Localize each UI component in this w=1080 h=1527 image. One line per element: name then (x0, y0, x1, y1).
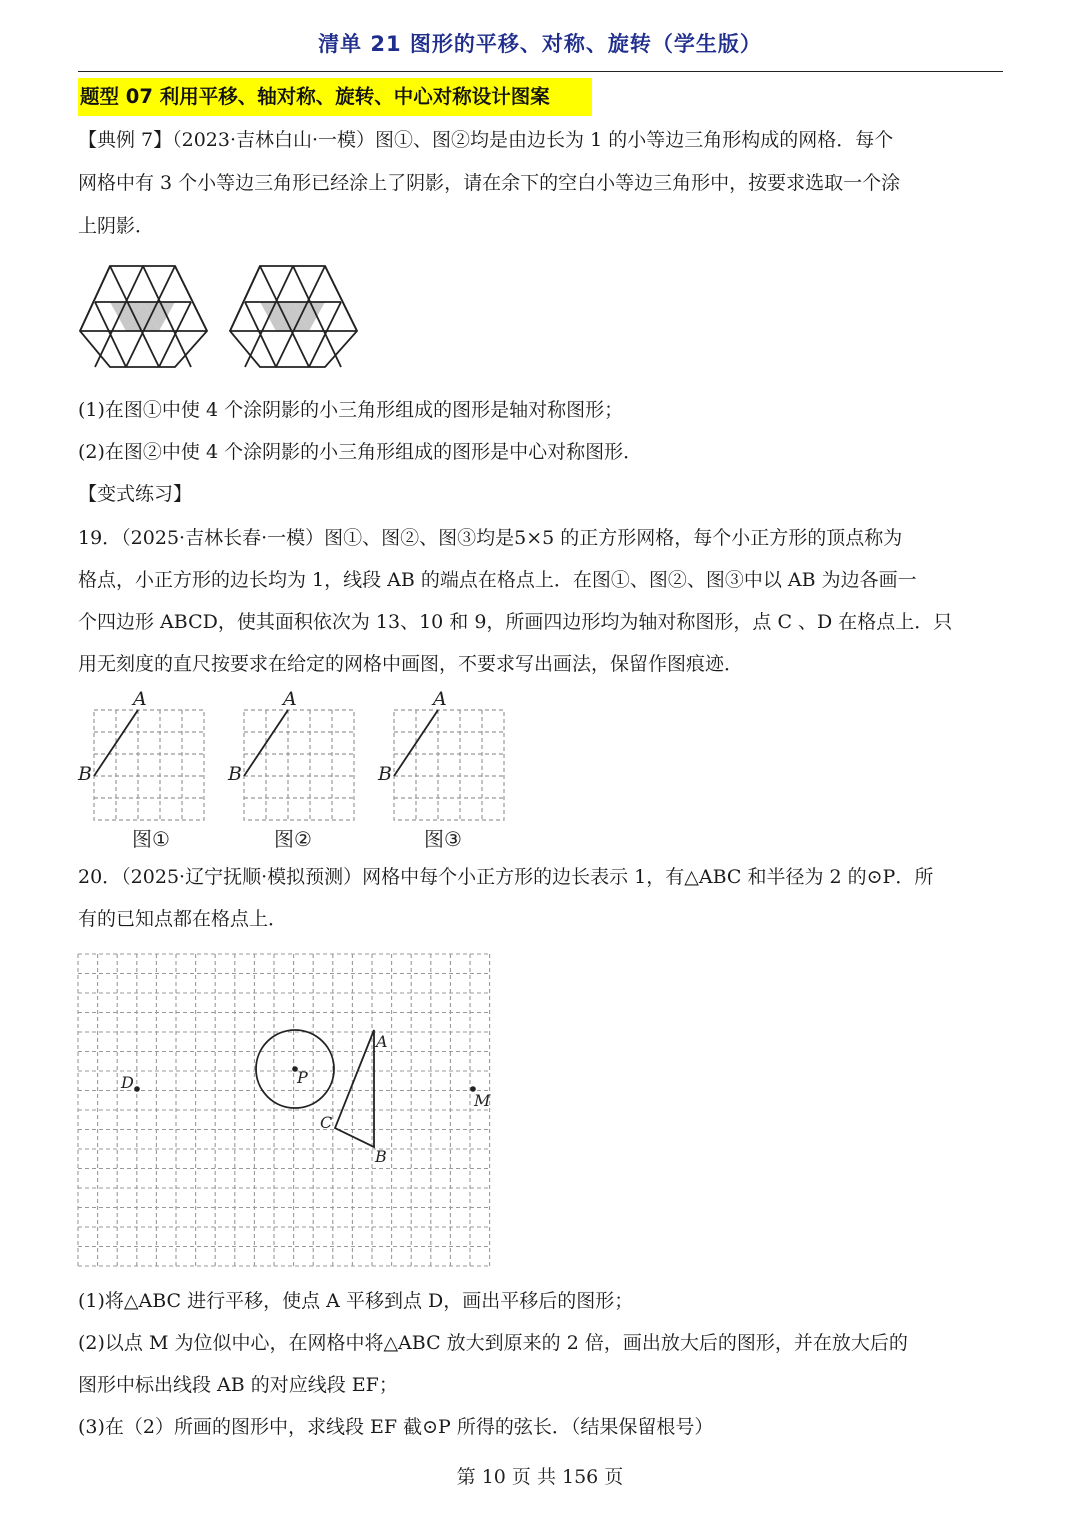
point-d (134, 1086, 140, 1092)
problem19-line4: 用无刻度的直尺按要求在给定的网格中画图，不要求写出画法，保留作图痕迹． (78, 653, 744, 675)
square-grid-figure-1 (78, 688, 213, 853)
example7-question-1: (1)在图①中使 4 个涂阴影的小三角形组成的图形是轴对称图形； (78, 399, 624, 421)
label-b: B (378, 763, 392, 785)
problem19-line1: 19．（2025·吉林长春·一模）图①、图②、图③均是5×5 的正方形网格，每个小正方形的顶点称为 (78, 527, 903, 549)
label-a: A (133, 688, 147, 710)
problem20-line1: 20．（2025·辽宁抚顺·模拟预测）网格中每个小正方形的边长表示 1，有△ABC 和半径为 2 的⊙P．所 (78, 866, 934, 888)
label-d: D (121, 1073, 134, 1092)
problem20-question-2-line1: (2)以点 M 为位似中心，在网格中将△ABC 放大到原来的 2 倍，画出放大后的图形，并在放大后的 (78, 1332, 908, 1354)
figure-caption-1: 图① (132, 827, 170, 851)
hex-grid-figure-2 (228, 261, 363, 371)
example7-line2: 网格中有 3 个小等边三角形已经涂上了阴影，请在余下的空白小等边三角形中，按要求选取一个涂 (78, 172, 901, 194)
label-a: A (433, 688, 447, 710)
figure-caption-3: 图③ (424, 827, 462, 851)
practice-heading: 【变式练习】 (78, 483, 193, 505)
page-header-title: 清单 21 图形的平移、对称、旋转（学生版） (318, 32, 762, 56)
section-banner: 题型 07 利用平移、轴对称、旋转、中心对称设计图案 (78, 78, 592, 116)
square-grid-figure-2 (228, 688, 363, 853)
label-m: M (474, 1091, 491, 1110)
problem20-line2: 有的已知点都在格点上． (78, 908, 288, 930)
problem20-question-2-line2: 图形中标出线段 AB 的对应线段 EF； (78, 1374, 398, 1396)
figure-caption-2: 图② (274, 827, 312, 851)
problem20-question-1: (1)将△ABC 进行平移，使点 A 平移到点 D，画出平移后的图形； (78, 1290, 634, 1312)
square-grid-figure-3 (378, 688, 513, 853)
problem20-question-3: (3)在（2）所画的图形中，求线段 EF 截⊙P 所得的弦长．（结果保留根号） (78, 1416, 714, 1438)
problem19-line3: 个四边形 ABCD，使其面积依次为 13、10 和 9，所画四边形均为轴对称图形，点 C 、D 在格点上．只 (78, 611, 953, 633)
label-c: C (320, 1113, 333, 1132)
problem20-grid-figure (78, 952, 498, 1270)
label-a: A (283, 688, 297, 710)
label-b: B (78, 763, 92, 785)
header-divider (78, 71, 1003, 72)
example7-line1: 【典例 7】（2023·吉林白山·一模）图①、图②均是由边长为 1 的小等边三角形构成的网格．每个 (78, 129, 894, 151)
label-b: B (375, 1147, 387, 1166)
hex-grid-figure-1 (78, 261, 213, 371)
page-footer: 第 10 页 共 156 页 (456, 1466, 624, 1488)
example7-line3: 上阴影． (78, 215, 155, 237)
label-b: B (228, 763, 242, 785)
example7-question-2: (2)在图②中使 4 个涂阴影的小三角形组成的图形是中心对称图形． (78, 441, 643, 463)
label-p: P (297, 1068, 308, 1087)
label-a: A (376, 1032, 388, 1051)
problem19-line2: 格点，小正方形的边长均为 1，线段 AB 的端点在格点上．在图①、图②、图③中以 AB 为边各画一 (78, 569, 917, 591)
